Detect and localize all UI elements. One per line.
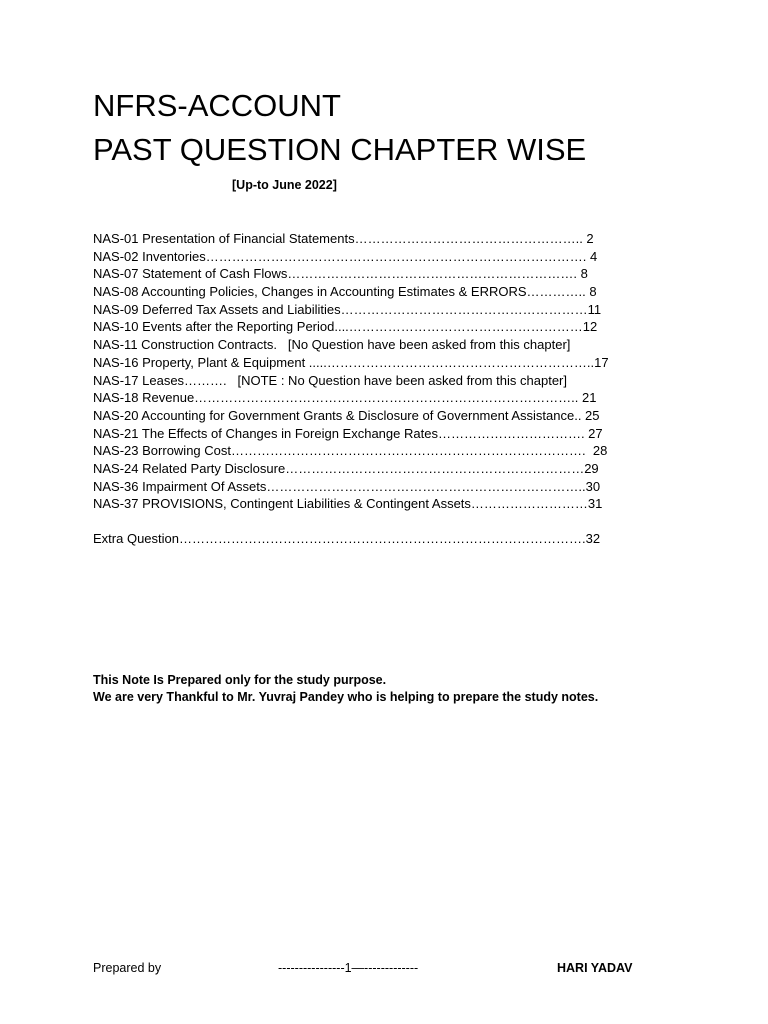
toc-entry-nas-07: NAS-07 Statement of Cash Flows…………………………………………………………. 8 [93, 266, 588, 282]
document-title-line-1: NFRS-ACCOUNT [93, 88, 341, 123]
toc-entry-nas-09: NAS-09 Deferred Tax Assets and Liabilities…………………………………………………11 [93, 301, 602, 317]
toc-entry-nas-18: NAS-18 Revenue…………………………………………………………………………….. 21 [93, 390, 597, 406]
author-name: HARI YADAV [557, 961, 633, 975]
toc-entry-nas-16: NAS-16 Property, Plant & Equipment .....……………………………………………………..17 [93, 354, 609, 370]
toc-entry-nas-02: NAS-02 Inventories……………………………………………………………………………. 4 [93, 248, 598, 264]
toc-entry-nas-20: NAS-20 Accounting for Government Grants & Disclosure of Government Assistance.. 25 [93, 407, 600, 423]
toc-entry-nas-21: NAS-21 The Effects of Changes in Foreign Exchange Rates……………………………. 27 [93, 425, 603, 441]
thanks-note: We are very Thankful to Mr. Yuvraj Pandey who is helping to prepare the study notes. [93, 690, 599, 704]
study-purpose-note: This Note Is Prepared only for the study purpose. [93, 673, 387, 687]
toc-entry-nas-36: NAS-36 Impairment Of Assets………………………………………………………………..30 [93, 478, 601, 494]
toc-entry-nas-11: NAS-11 Construction Contracts. [No Question have been asked from this chapter] [93, 337, 571, 353]
toc-entry-nas-37: NAS-37 PROVISIONS, Contingent Liabilities & Contingent Assets………………………31 [93, 496, 603, 512]
toc-entry-nas-01: NAS-01 Presentation of Financial Statements…………………………………………….. 2 [93, 231, 594, 246]
toc-entry-nas-23: NAS-23 Borrowing Cost………………………………………………………………………. 28 [93, 443, 608, 459]
toc-entry-nas-17: NAS-17 Leases………. [NOTE : No Question have been asked from this chapter] [93, 372, 567, 388]
page-number: ----------------1—------------- [278, 961, 419, 975]
table-of-contents [93, 230, 653, 513]
toc-entry-nas-24: NAS-24 Related Party Disclosure……………………………………………………………29 [93, 460, 599, 476]
toc-entry-nas-08: NAS-08 Accounting Policies, Changes in Accounting Estimates & ERRORS………….. 8 [93, 284, 597, 300]
prepared-by-label: Prepared by [93, 961, 162, 975]
document-title-line-2: PAST QUESTION CHAPTER WISE [93, 132, 587, 167]
document-subtitle: [Up-to June 2022] [232, 178, 337, 192]
toc-entry-extra-question: Extra Question………………………………………………………………………………….32 [93, 531, 601, 546]
toc-entry-nas-10: NAS-10 Events after the Reporting Period....………………………………………………12 [93, 319, 598, 335]
